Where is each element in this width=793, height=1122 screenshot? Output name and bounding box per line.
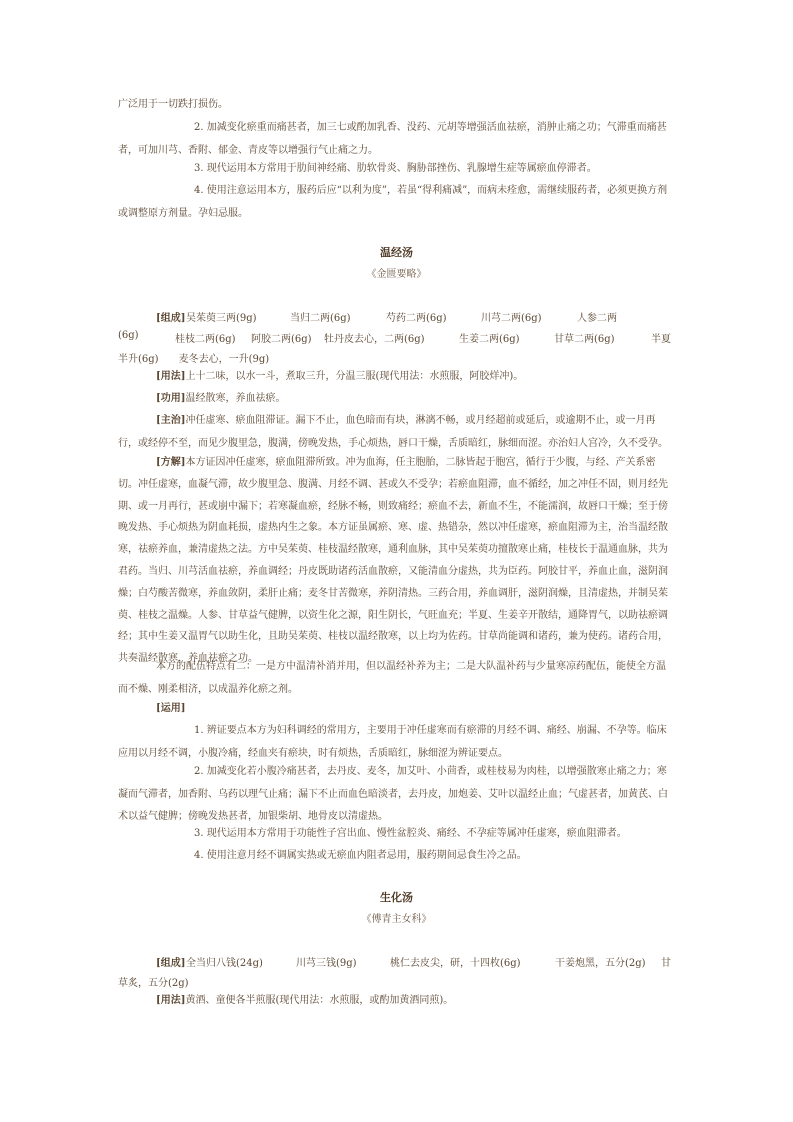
prev-jiajian-paragraph	[118, 117, 674, 162]
ingredient: 桂枝二两(6g)	[175, 334, 236, 345]
wenjing-bianzheng-text: 本方为妇科调经的常用方，主要用于冲任虚寒而有瘀滞的月经不调、痛经、崩漏、不孕等。临床应用以月经不调，小腹冷痛，经血夹有瘀块，时有烦热，舌质暗红，脉细涩为辨证要点。	[118, 725, 667, 759]
wenjing-jiajian-text: 若小腹冷痛甚者，去丹皮、麦冬，加艾叶、小茴香，或桂枝易为肉桂，以增强散寒止痛之力；寒凝而气滞者，加香附、乌药以理气止痛；漏下不止而血色暗淡者，去丹皮，加炮姜、艾叶以温经止血；气虚甚者，加黄芪、白术以益气健脾；傍晚发热甚者，加银柴胡、地骨皮以清虚热。	[118, 766, 668, 822]
prev-zhuyi-label: 4. 使用注意	[194, 185, 247, 196]
wenjing-zhuyi-label: 4. 使用注意	[194, 850, 247, 861]
ingredient: 生姜二两(6g)	[459, 334, 520, 345]
wenjing-jiajian-label: 2. 加减变化	[194, 766, 247, 777]
shenghua-yongfa-label: [用法]	[156, 995, 186, 1006]
wenjing-bianzheng-label: 1. 辨证要点	[194, 725, 247, 736]
ingredient: 吴茱萸三两(9g)	[186, 313, 257, 324]
ingredient: (6g)	[118, 330, 139, 341]
wenjing-gongyong-label: [功用]	[156, 393, 186, 404]
wenjing-yunyong-label: [运用]	[156, 703, 186, 714]
wenjing-zhuyi-text: 月经不调属实热或无瘀血内阻者忌用，服药期间忌食生冷之品。	[246, 850, 527, 861]
prev-jiajian-text: 瘀重而痛甚者，加三七或酌加乳香、没药、元胡等增强活血祛瘀，消肿止痛之功；气滞重而痛甚者，可加川芎、香附、郁金、青皮等以增强行气止痛之力。	[118, 122, 667, 156]
ingredient: 桃仁去皮尖，研，十四枚(6g)	[390, 958, 521, 969]
ingredient: 牡丹皮去心，二两(6g)	[324, 334, 425, 345]
wenjing-yongfa-label: [用法]	[156, 371, 186, 382]
shenghua-yongfa-paragraph	[118, 990, 674, 1013]
wenjing-peiwu-paragraph: 本方的配伍特点有二：一是方中温清补消并用，但以温经补养为主；二是大队温补药与少量寒凉药配伍，能使全方温而不燥、刚柔相济，以成温养化瘀之剂。	[118, 661, 666, 695]
ingredient: 半夏	[651, 334, 671, 345]
wenjing-xiandai-label: 3. 现代运用	[194, 828, 247, 839]
wenjing-zhuzhi-text: 冲任虚寒、瘀血阻滞证。漏下不止，血色暗而有块，淋漓不畅，或月经超前或延后，或逾期不止，或一月再行，或经停不至，而见少腹里急，腹满，傍晚发热，手心烦热，唇口干燥，舌质暗红，脉细而涩。亦治妇人宫冷，久不受孕。	[118, 415, 668, 449]
wenjing-fangjie-label: [方解]	[156, 457, 186, 468]
ingredient: 甘	[661, 958, 671, 969]
ingredient: 川芎二两(6g)	[481, 313, 542, 324]
shenghua-zucheng-label: [组成]	[156, 958, 186, 969]
ingredient: 干姜炮黑，五分(2g)	[555, 958, 646, 969]
ingredient: 阿胶二两(6g)	[251, 334, 312, 345]
prev-jiajian-label: 2. 加减变化	[194, 122, 247, 133]
ingredient: 人参二两	[577, 313, 617, 324]
wenjing-zhuzhi-label: [主治]	[156, 415, 186, 426]
wenjing-gongyong-paragraph	[118, 388, 674, 411]
wenjing-xiandai-text: 本方常用于功能性子宫出血、慢性盆腔炎、痛经、不孕症等属冲任虚寒，瘀血阻滞者。	[246, 828, 627, 839]
wenjing-yongfa-paragraph	[118, 366, 674, 389]
shenghua-source: 《傅青主女科》	[361, 914, 432, 925]
shenghua-title: 生化汤	[380, 891, 413, 904]
wenjing-xiandai-paragraph	[118, 823, 674, 846]
ingredient: 甘草二两(6g)	[554, 334, 615, 345]
wenjing-yongfa-text: 上十二味，以水一斗，煮取三升，分温三服(现代用法：水煎服，阿胶烊冲)。	[185, 371, 524, 382]
continuation-line: 广泛用于一切跌打损伤。	[118, 99, 228, 110]
wenjing-fangjie-paragraph	[118, 452, 674, 670]
wenjing-gongyong-text: 温经散寒，养血祛瘀。	[185, 393, 286, 404]
wenjing-zhuyi-paragraph	[118, 845, 674, 868]
prev-zhuyi-text: 运用本方，服药后应“以利为度”，若虽“得利痛减”，而病未痊愈，需继续服药者，必须更换方剂或调整原方剂量。孕妇忌服。	[118, 185, 668, 219]
wenjing-title: 温经汤	[380, 246, 413, 259]
ingredient: 川芎三钱(9g)	[296, 958, 357, 969]
ingredient: 草炙，五分(2g)	[118, 978, 189, 989]
shenghua-yongfa-text: 黄酒、童便各半煎服(现代用法：水煎服，或酌加黄酒同煎)。	[185, 995, 454, 1006]
wenjing-zucheng-label: [组成]	[156, 313, 186, 324]
ingredient: 半升(6g) 麦冬去心，一升(9g)	[118, 354, 270, 365]
ingredient: 全当归八钱(24g)	[186, 958, 263, 969]
ingredient: 当归二两(6g)	[290, 313, 351, 324]
ingredient: 芍药二两(6g)	[386, 313, 447, 324]
prev-xiandai-text: 本方常用于肋间神经痛、肋软骨炎、胸胁部挫伤、乳腺增生症等属瘀血停滞者。	[246, 163, 597, 174]
wenjing-source: 《金匮要略》	[366, 269, 427, 280]
wenjing-fangjie-text: 本方证因冲任虚寒，瘀血阻滞所致。冲为血海，任主胞胎，二脉皆起于胞宫，循行于少腹，与经、产关系密切。冲任虚寒，血凝气滞，故少腹里急、腹满、月经不调、甚或久不受孕；若瘀血阻滞，血不循经，加之冲任不固，则月经先期、或一月再行，甚或崩中漏下；若寒凝血瘀，经脉不畅，则致痛经；瘀血不去，新血不生，不能濡润，故唇口干燥；至于傍晚发热、手心烦热为阴血耗损，虚热内生之象。本方证虽属瘀、寒、虚、热错杂，然以冲任虚寒，瘀血阻滞为主，治当温经散寒，祛瘀养血，兼清虚热之法。方中吴茱萸、桂枝温经散寒，通利血脉，其中吴茱萸功擅散寒止痛，桂枝长于温通血脉，共为君药。当归、川芎活血祛瘀，养血调经；丹皮既助诸药活血散瘀，又能清血分虚热，共为臣药。阿胶甘平，养血止血，滋阴润燥；白芍酸苦微寒，养血敛阴，柔肝止痛；麦冬甘苦微寒，养阴清热。三药合用，养血调肝，滋阴润燥，且清虚热，并制吴茱萸、桂枝之温燥。人参、甘草益气健脾，以资生化之源，阳生阴长，气旺血充；半夏、生姜辛开散结，通降胃气，以助祛瘀调经；其中生姜又温胃气以助生化，且助吴茱萸、桂枝以温经散寒，以上均为佐药。甘草尚能调和诸药，兼为使药。诸药合用，共奏温经散寒，养血祛瘀之功。	[118, 457, 668, 665]
wenjing-zhuzhi-paragraph	[118, 410, 674, 455]
prev-xiandai-paragraph	[118, 158, 674, 181]
prev-zhuyi-paragraph	[118, 180, 674, 225]
prev-xiandai-label: 3. 现代运用	[194, 163, 247, 174]
wenjing-jiajian-paragraph	[118, 761, 674, 829]
wenjing-bianzheng-paragraph	[118, 720, 674, 765]
